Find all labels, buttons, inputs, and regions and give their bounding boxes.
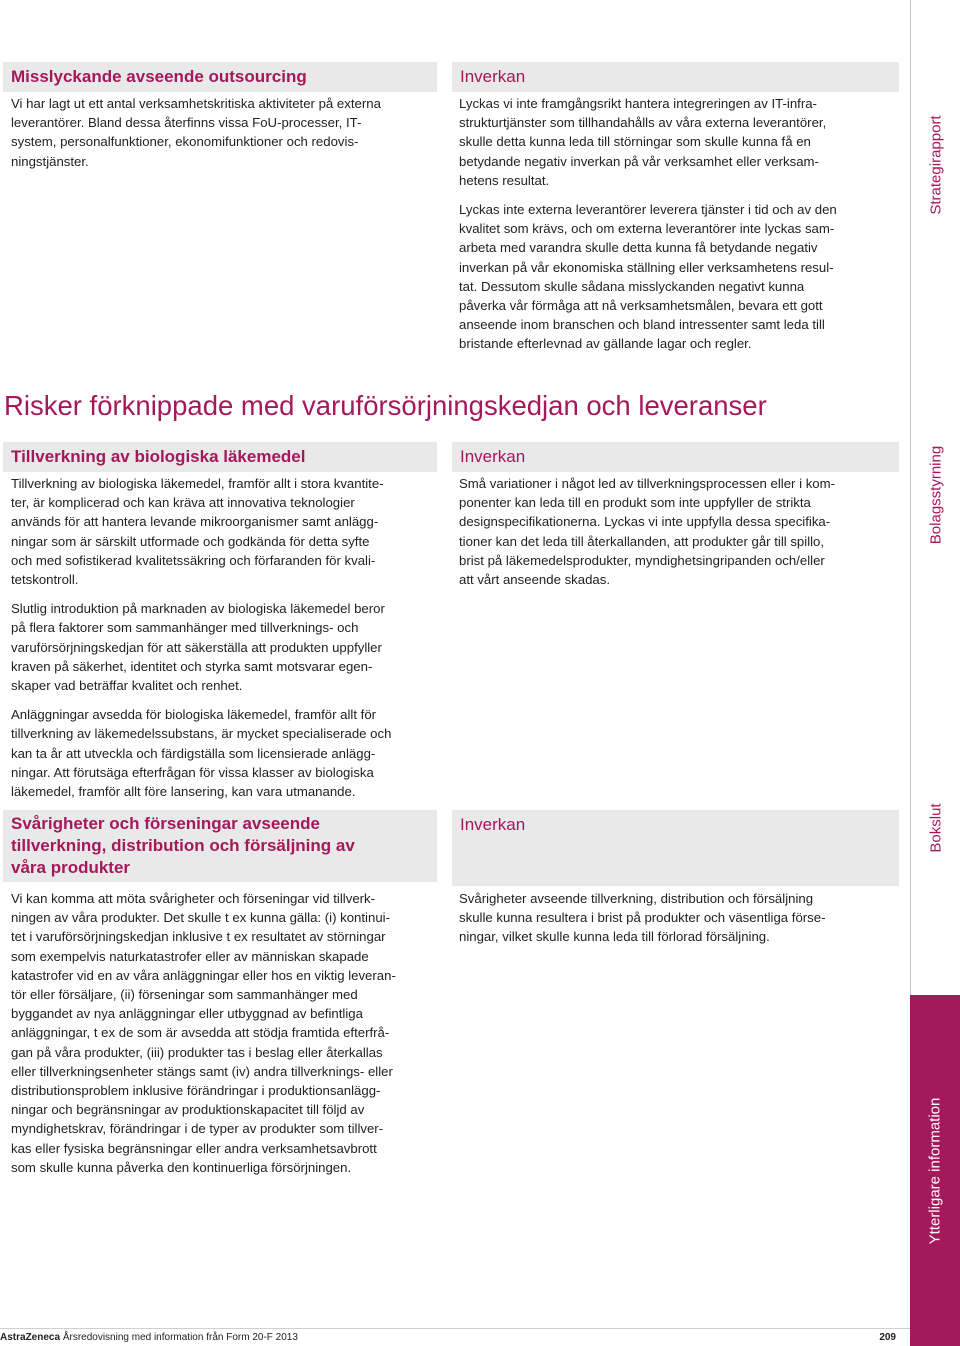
inverkan-heading-3: Inverkan [452,810,899,886]
tillverkning-text [11,474,441,801]
sidebar-tab-label: Strategirapport [927,115,944,215]
svarigheter-body: Vi kan komma att möta svårigheter och förseningar vid tillverk- ningen av våra produkter. Det skulle t ex kunna gälla: (i) kontinui- tet i varuförsörjningskedjan inklusive t ex resultatet av störningar som exempelvis naturkatastrofer eller av människan skapade katastrofer vid en av våra anläggningar eller hos en viktig leveran- tör eller försäljare, (ii) förseningar som sammanhänger med byggandet av nya anläggningar eller utbyggnad av befintliga anläggningar, t ex de som är avsedda att stödja framtida efterfrå- gan på våra produkter, (iii) produkter tas i beslag eller återkallas eller tillverkningsenheter stängs samt (iv) andra tillverknings- eller distributionsproblem inklusive förändringar i produktionsanlägg- ningar och begränsningar av produktionskapacitet till följd av myndighetskrav, förändringar i de typer av produkter som tillver- kas eller fysiska begränsningar eller andra verksamhetsavbrott som skulle kunna påverka den kontinuerliga försörjningen. [11,891,396,1175]
misslyckande-text [11,94,441,171]
footer-divider [0,1328,910,1329]
inverkan-2-text [459,474,899,589]
tillverkning-heading: Tillverkning av biologiska läkemedel [3,442,437,472]
footer-brand: AstraZeneca [0,1332,61,1343]
tillverkning-p2: Slutlig introduktion på marknaden av biologiska läkemedel beror på flera faktorer som sammanhänger med tillverknings- och varuförsörjningskedjan för att säkerställa att produkten uppfyller kraven på säkerhet, identitet och styrka samt motsvarar egen- skaper vad beträffar kvalitet och renhet. [11,601,385,694]
tillverkning-p1: Tillverkning av biologiska läkemedel, framför allt i stora kvantite- ter, är komplicerad och kan kräva att innovativa teknologier används för att hantera levande mikroorganismer samt anlägg- ningar som är särskilt utformade och godkända för detta syfte och med sofistikerad kvalitetssäkring och förfaranden för kvali- tetskontroll. [11,476,384,588]
footer-text: Årsredovisning med information från Form 20-F 2013 [62,1332,298,1343]
inverkan-1-text [459,94,899,354]
misslyckande-body: Vi har lagt ut ett antal verksamhetskritiska aktiviteter på externa leverantörer. Bland dessa återfinns vissa FoU-processer, IT- system, personalfunktioner, ekonomifunktioner och redovis- ningstjänster. [11,96,381,169]
sidebar-tab-strategirapport[interactable] [910,0,960,330]
sidebar-tab-label: Bolagsstyrning [927,445,944,545]
inverkan-3-text [459,889,899,947]
sidebar-tab-ytterligare-information[interactable] [910,995,960,1346]
tillverkning-p3: Anläggningar avsedda för biologiska läkemedel, framför allt för tillverkning av läkemedelssubstans, är mycket specialiserade och kan ta år att utveckla och färdigställa som licensierade anlägg- ningar. Att förutsäga efterfrågan för vissa klasser av biologiska läkemedel, framför allt före lansering, kan vara utmanande. [11,707,392,800]
sidebar-tab-label: Bokslut [927,802,944,853]
svarigheter-heading: Svårigheter och förseningar avseende tillverkning, distribution och försäljning av våra produkter [3,810,437,882]
inverkan-1-p2: Lyckas inte externa leverantörer leverera tjänster i tid och av den kvalitet som krävs, och om externa leverantörer inte lyckas sam- arbeta med varandra skulle detta kunna få betydande negativ inverkan på vår ekonomiska ställning eller verksamhetens resul- tat. Dessutom skulle sådana misslyckanden negativt kunna påverka vår förmåga att nå verksamhetsmålen, bevara ett gott anseende inom branschen och bland intressenter samt leda till bristande efterlevnad av gällande lagar och regler. [459,202,837,352]
svarigheter-text [11,889,441,1177]
inverkan-3-body: Svårigheter avseende tillverkning, distribution och försäljning skulle kunna resultera i brist på produkter och väsentliga förse- ningar, vilket skulle kunna leda till förlorad försäljning. [459,891,826,945]
inverkan-1-p1: Lyckas vi inte framgångsrikt hantera integreringen av IT-infra- strukturtjänster som tillhandahålls av våra externa leverantörer, skulle detta kunna leda till störningar som skulle kunna få en betydande negativ inverkan på vår verksamhet eller verksam- hetens resultat. [459,96,827,188]
inverkan-heading-2: Inverkan [452,442,899,472]
misslyckande-heading: Misslyckande avseende outsourcing [3,62,437,92]
page-number: 209 [879,1332,896,1343]
sidebar-tab-bokslut[interactable] [910,660,960,995]
inverkan-heading-1: Inverkan [452,62,899,92]
sidebar-tab-bolagsstyrning[interactable] [910,330,960,660]
inverkan-2-body: Små variationer i något led av tillverkningsprocessen eller i kom- ponenter kan leda till en produkt som inte uppfyller de strikta designspecifikationerna. Lyckas vi inte uppfylla dessa specifika- tioner kan det leda till återkallanden, att produkter går till spillo, brist på läkemedelsprodukter, myndighetsingripanden och/eller att vårt anseende skadas. [459,476,836,588]
footer [0,1330,910,1346]
section-title: Risker förknippade med varuförsörjningskedjan och leveranser [4,390,767,421]
sidebar-tab-label: Ytterligare information [926,1097,944,1244]
